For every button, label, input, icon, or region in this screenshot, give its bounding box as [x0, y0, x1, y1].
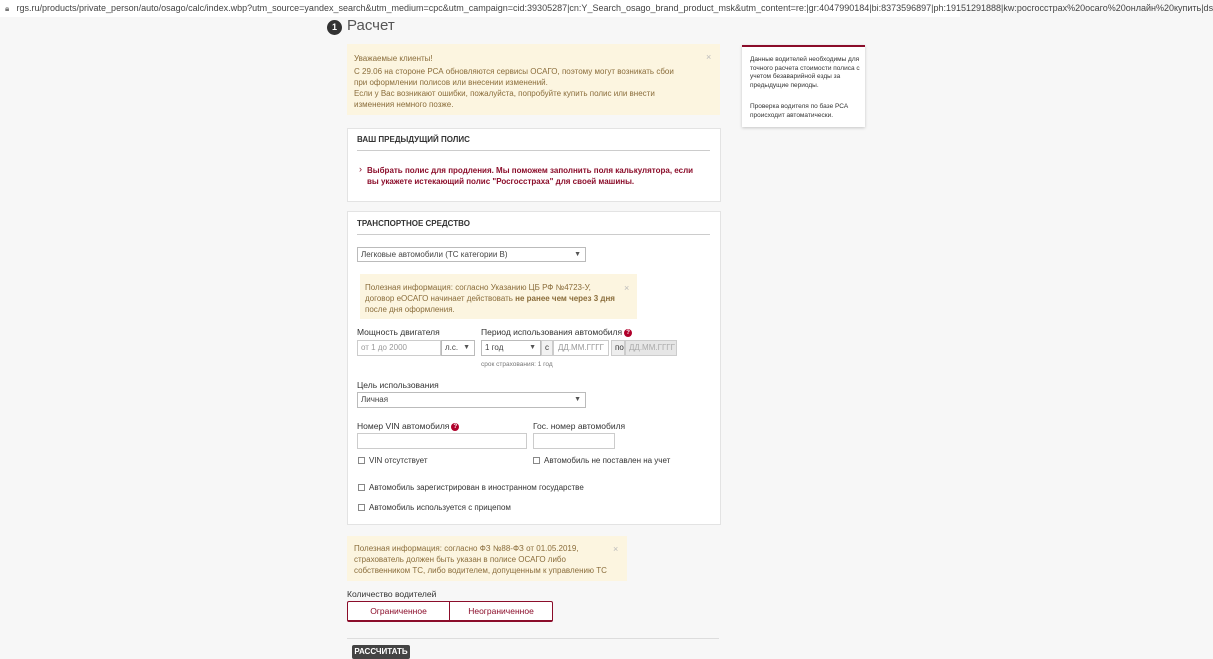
not-registered-label: Автомобиль не поставлен на учет	[544, 456, 671, 465]
not-registered-checkbox[interactable]	[533, 457, 540, 464]
lock-icon: 🔒︎	[5, 4, 10, 13]
power-unit-value: л.с.	[445, 343, 459, 352]
calculate-button[interactable]: РАССЧИТАТЬ	[352, 645, 410, 659]
divider	[357, 150, 710, 151]
purpose-value: Личная	[361, 395, 389, 404]
close-icon[interactable]: ×	[706, 52, 712, 62]
limited-drivers-button[interactable]: Ограниченное	[347, 601, 450, 622]
chevron-down-icon: ▼	[529, 344, 536, 351]
power-unit-select[interactable]	[441, 340, 475, 356]
notice-line3: Если у Вас возникают ошибки, пожалуйста, попробуйте купить полис или внести изменения немного позже.	[354, 89, 655, 109]
chevron-down-icon: ▼	[574, 251, 581, 258]
vin-missing-checkbox[interactable]	[358, 457, 365, 464]
unlimited-drivers-button[interactable]: Неограниченное	[449, 601, 553, 622]
select-policy-link[interactable]: Выбрать полис для продления. Мы поможем заполнить поля калькулятора, если вы укажете истекающий полис "Росгосстраха" для своей машины.	[367, 166, 694, 186]
sidebar-text2: Проверка водителя по базе РСА происходит автоматически.	[750, 103, 849, 119]
purpose-select[interactable]	[357, 392, 586, 408]
foreign-registered-label: Автомобиль зарегистрирован в иностранном государстве	[369, 483, 584, 492]
service-notice	[347, 44, 720, 115]
notice-line1: Уважаемые клиенты!	[354, 54, 433, 63]
drivers-label: Количество водителей	[347, 589, 437, 599]
date-from-input[interactable]: ДД.ММ.ГГГГ	[553, 340, 609, 356]
category-value: Легковые автомобили (ТС категории B)	[361, 250, 508, 259]
step-number: 1	[327, 20, 342, 35]
driver-info-sidebar	[742, 45, 865, 127]
page-title: Расчет	[347, 17, 395, 34]
sidebar-text1: Данные водителей необходимы для точного расчета стоимости полиса с учетом безаварийной езды за предыдущие периоды.	[750, 56, 860, 89]
from-label: с	[541, 340, 553, 356]
vehicle-panel	[347, 211, 721, 525]
to-label: по	[611, 340, 625, 356]
previous-policy-panel	[347, 128, 721, 202]
chevron-down-icon: ▼	[463, 344, 470, 351]
help-icon[interactable]: ?	[451, 423, 459, 431]
vin-missing-label: VIN отсутствует	[369, 456, 428, 465]
reg-number-label: Гос. номер автомобиля	[533, 421, 626, 431]
vehicle-category-select[interactable]	[357, 247, 586, 262]
trailer-label: Автомобиль используется с прицепом	[369, 503, 511, 512]
policyholder-info	[347, 536, 627, 581]
address-bar[interactable]	[0, 0, 1213, 17]
close-icon[interactable]: ×	[613, 544, 619, 554]
eosago-info-text: Полезная информация: согласно Указанию ЦБ РФ №4723-У, договор еОСАГО начинает действовать не ранее чем через 3 дня после дня оформления.	[365, 283, 615, 314]
divider	[357, 234, 710, 235]
vin-label: Номер VIN автомобиля ?	[357, 421, 459, 431]
divider	[347, 638, 719, 639]
chevron-right-icon: ›	[359, 164, 362, 174]
period-label: Период использования автомобиля ?	[481, 327, 632, 337]
period-value: 1 год	[485, 343, 504, 352]
vehicle-heading: ТРАНСПОРТНОЕ СРЕДСТВО	[357, 219, 470, 228]
close-icon[interactable]: ×	[624, 283, 630, 293]
period-select[interactable]	[481, 340, 541, 356]
reg-number-input[interactable]	[533, 433, 615, 449]
engine-power-input[interactable]: от 1 до 2000	[357, 340, 441, 356]
policyholder-info-text: Полезная информация: согласно ФЗ №88-ФЗ от 01.05.2019, страхователь должен быть указан в полисе ОСАГО либо собственником ТС, либо водителем, допущенным к управлению ТС	[354, 544, 607, 575]
power-label: Мощность двигателя	[357, 327, 440, 337]
date-to-input[interactable]: ДД.ММ.ГГГГ	[625, 340, 677, 356]
term-note: срок страхования: 1 год	[481, 361, 553, 368]
url-text: rgs.ru/products/private_person/auto/osago/calc/index.wbp?utm_source=yandex_search&utm_medium=cpc&utm_campaign=cid:39305287|cn:Y_Search_osago_brand_product_msk&utm_content=re:|gr:4047990184|bi:8373596897|ph:19151291888|kw:росгосстрах%20осаго%20онлайн%20купить|ds	[16, 3, 1213, 13]
vin-input[interactable]	[357, 433, 527, 449]
trailer-checkbox[interactable]	[358, 504, 365, 511]
help-icon[interactable]: ?	[624, 329, 632, 337]
purpose-label: Цель использования	[357, 380, 439, 390]
eosago-info	[360, 274, 637, 319]
notice-line2: С 29.06 на стороне РСА обновляются сервисы ОСАГО, поэтому могут возникать сбои при оформлении полисов или внесении изменений.	[354, 67, 674, 87]
previous-policy-heading: ВАШ ПРЕДЫДУЩИЙ ПОЛИС	[357, 135, 470, 144]
foreign-registered-checkbox[interactable]	[358, 484, 365, 491]
chevron-down-icon: ▼	[574, 396, 581, 403]
